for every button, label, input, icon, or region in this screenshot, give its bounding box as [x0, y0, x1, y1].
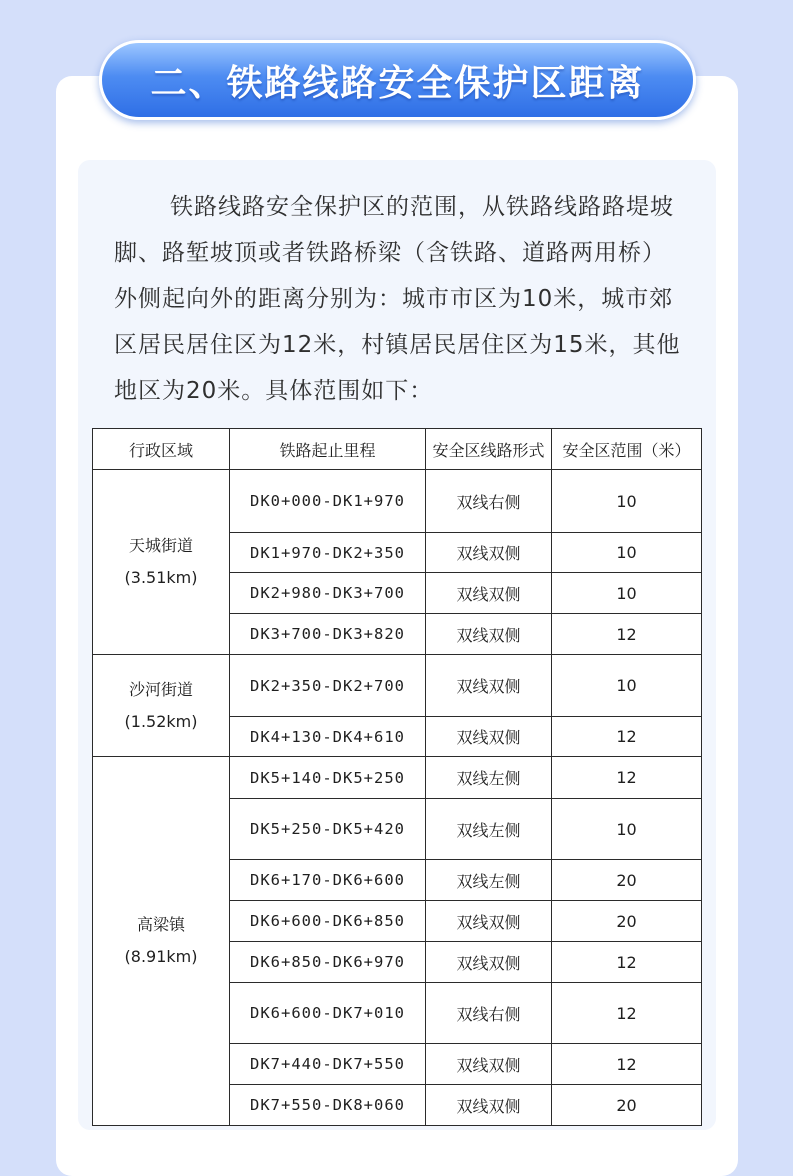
table-row — [93, 655, 702, 717]
form-cell: 双线双侧 — [426, 573, 552, 614]
form-cell: 双线双侧 — [426, 614, 552, 655]
mileage-cell: DK6+170-DK6+600 — [230, 860, 426, 901]
range-cell: 12 — [552, 717, 702, 757]
district-name: 沙河街道 — [128, 679, 193, 699]
header-district: 行政区域 — [93, 429, 230, 470]
form-cell: 双线双侧 — [426, 1044, 552, 1085]
range-cell: 10 — [552, 799, 702, 860]
form-cell: 双线左侧 — [426, 757, 552, 799]
mileage-cell: DK7+440-DK7+550 — [230, 1044, 426, 1085]
mileage-cell: DK6+600-DK7+010 — [230, 983, 426, 1044]
district-length: (8.91km) — [124, 947, 198, 966]
section-title: 二、铁路线路安全保护区距离 — [150, 62, 645, 104]
intro-paragraph: 铁路线路安全保护区的范围，从铁路线路路堤坡脚、路堑坡顶或者铁路桥梁（含铁路、道路两用桥）外侧起向外的距离分别为：城市市区为10米，城市郊区居民居住区为12米，村镇居民居住区为15米，其他地区为20米。具体范围如下： — [114, 194, 681, 404]
range-cell: 12 — [552, 614, 702, 655]
header-form: 安全区线路形式 — [426, 429, 552, 470]
form-cell: 双线双侧 — [426, 655, 552, 717]
table-row — [93, 757, 702, 799]
district-cell — [93, 655, 230, 757]
form-cell: 双线左侧 — [426, 860, 552, 901]
table-row — [93, 470, 702, 533]
mileage-cell: DK6+850-DK6+970 — [230, 942, 426, 983]
district-length: (3.51km) — [124, 568, 198, 587]
range-cell: 12 — [552, 1044, 702, 1085]
range-cell: 10 — [552, 655, 702, 717]
mileage-cell: DK2+350-DK2+700 — [230, 655, 426, 717]
range-cell: 10 — [552, 470, 702, 533]
mileage-cell: DK2+980-DK3+700 — [230, 573, 426, 614]
section-title-banner — [99, 40, 696, 120]
district-name: 高梁镇 — [136, 915, 185, 934]
form-cell: 双线双侧 — [426, 942, 552, 983]
mileage-cell: DK6+600-DK6+850 — [230, 901, 426, 942]
district-cell — [93, 757, 230, 1126]
range-cell: 10 — [552, 533, 702, 573]
form-cell: 双线双侧 — [426, 1085, 552, 1126]
range-cell: 12 — [552, 757, 702, 799]
mileage-cell: DK0+000-DK1+970 — [230, 470, 426, 533]
header-mileage: 铁路起止里程 — [230, 429, 426, 470]
range-cell: 20 — [552, 860, 702, 901]
mileage-cell: DK7+550-DK8+060 — [230, 1085, 426, 1126]
range-cell: 10 — [552, 573, 702, 614]
mileage-cell: DK4+130-DK4+610 — [230, 717, 426, 757]
form-cell: 双线左侧 — [426, 799, 552, 860]
range-cell: 12 — [552, 942, 702, 983]
range-cell: 20 — [552, 1085, 702, 1126]
form-cell: 双线右侧 — [426, 470, 552, 533]
district-cell — [93, 470, 230, 655]
mileage-cell: DK3+700-DK3+820 — [230, 614, 426, 655]
form-cell: 双线双侧 — [426, 717, 552, 757]
range-cell: 12 — [552, 983, 702, 1044]
mileage-cell: DK5+140-DK5+250 — [230, 757, 426, 799]
form-cell: 双线右侧 — [426, 983, 552, 1044]
header-range: 安全区范围（米） — [552, 429, 702, 470]
district-name: 天城街道 — [128, 536, 193, 555]
table-header-row — [93, 429, 702, 470]
form-cell: 双线双侧 — [426, 901, 552, 942]
range-cell: 20 — [552, 901, 702, 942]
safety-zone-table — [92, 428, 702, 1126]
district-length: (1.52km) — [124, 711, 198, 731]
mileage-cell: DK5+250-DK5+420 — [230, 799, 426, 860]
mileage-cell: DK1+970-DK2+350 — [230, 533, 426, 573]
form-cell: 双线双侧 — [426, 533, 552, 573]
